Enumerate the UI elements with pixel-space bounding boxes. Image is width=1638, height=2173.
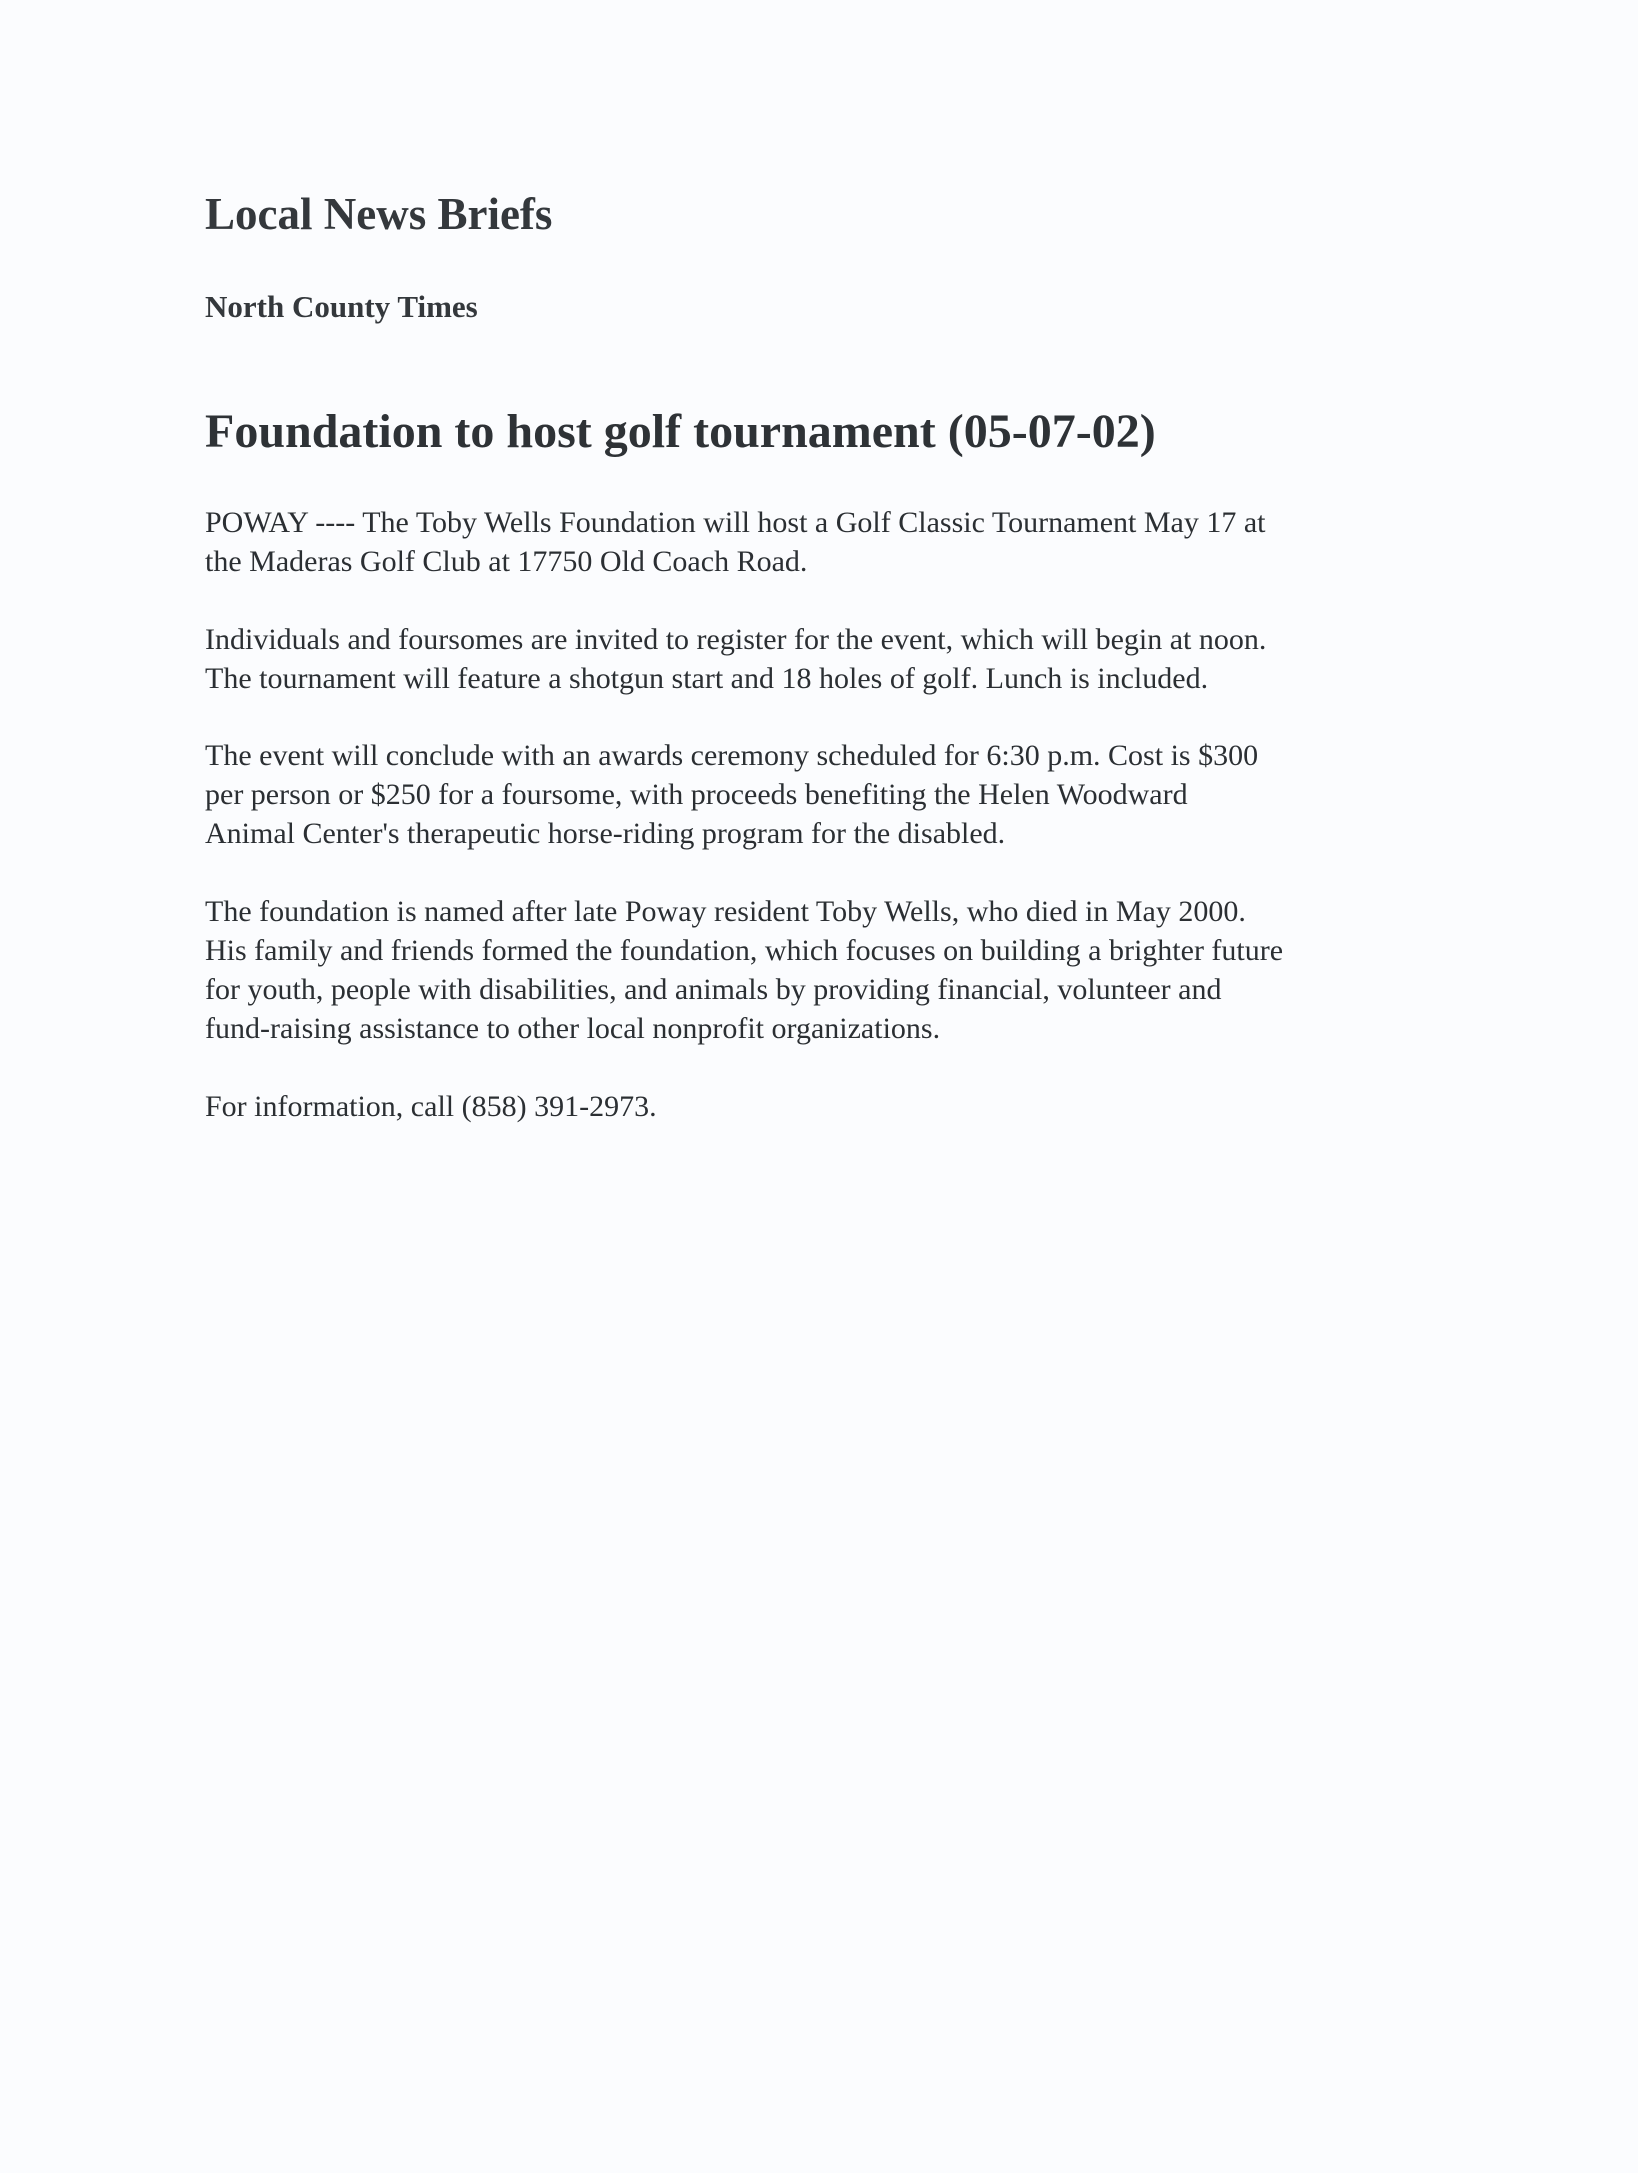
article-headline: Foundation to host golf tournament (05-07-02) (205, 405, 1156, 458)
section-title: Local News Briefs (205, 189, 553, 239)
article-paragraph: The event will conclude with an awards ceremony scheduled for 6:30 p.m. Cost is $300 per person or $250 for a foursome, with proceeds benefiting the Helen Woodward Animal Center's therapeutic horse-riding program for the disabled. (205, 739, 1259, 850)
publication-name: North County Times (205, 289, 478, 324)
contact-information: For information, call (858) 391-2973. (205, 1090, 657, 1123)
article-paragraph: The foundation is named after late Poway resident Toby Wells, who died in May 2000. His family and friends formed the foundation, which focuses on building a brighter future for youth, people with disabilities, and animals by providing financial, volunteer and fund-raising assistance to other local nonprofit organizations. (205, 895, 1284, 1045)
article-paragraph: Individuals and foursomes are invited to register for the event, which will begin at noon. The tournament will feature a shotgun start and 18 holes of golf. Lunch is included. (205, 623, 1267, 695)
article-paragraph: POWAY ---- The Toby Wells Foundation will host a Golf Classic Tournament May 17 at the Maderas Golf Club at 17750 Old Coach Road. (205, 506, 1266, 578)
